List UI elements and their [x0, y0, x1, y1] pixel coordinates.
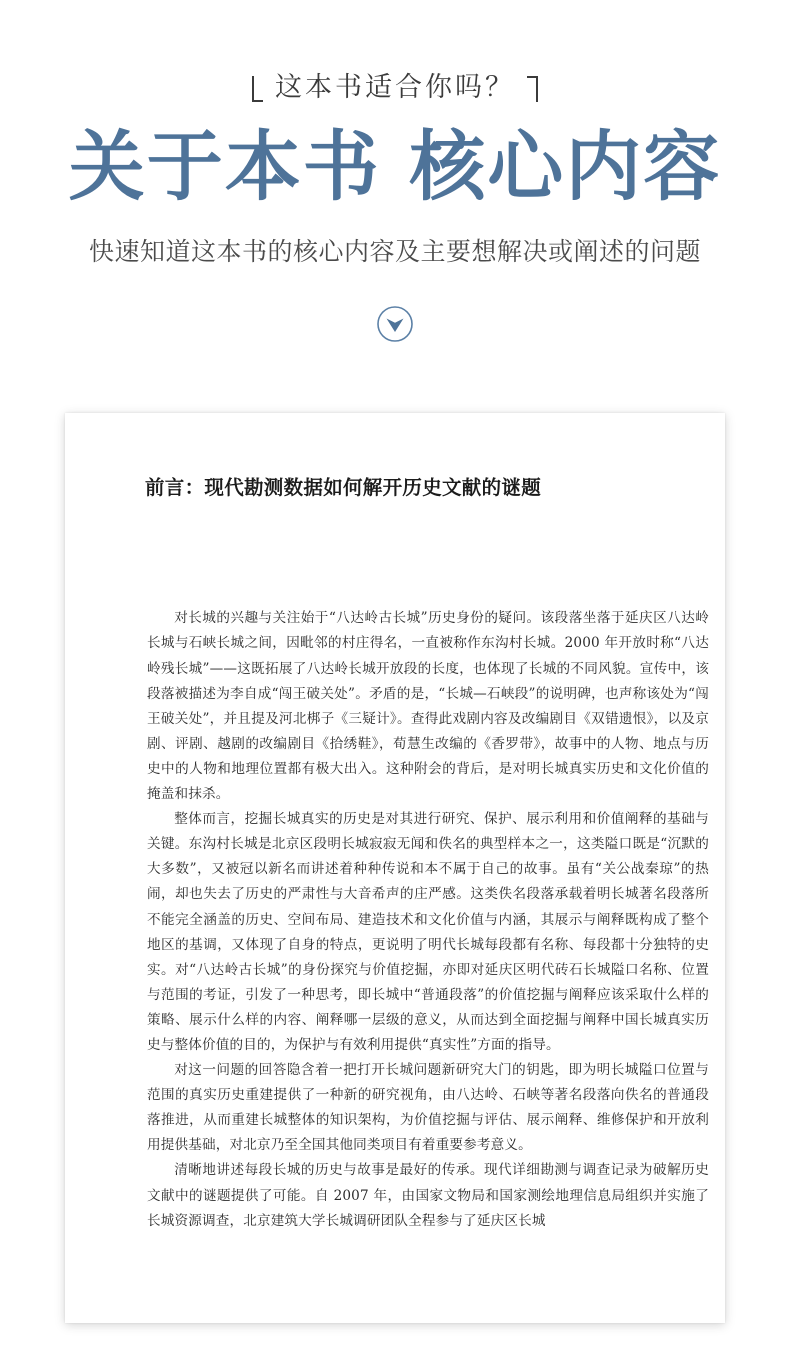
scroll-down-indicator[interactable] [0, 305, 790, 343]
document-title: 前言：现代勘测数据如何解开历史文献的谜题 [145, 476, 542, 499]
document-page [65, 413, 725, 1323]
bracket-left-icon [252, 74, 266, 101]
document-paragraph: 对长城的兴趣与关注始于“八达岭古长城”历史身份的疑问。该段落坐落于延庆区八达岭长城与石峡长城之间，因毗邻的村庄得名，一直被称作东沟村长城。2000 年开放时称“八达岭残长城”——这既拓展了八达岭长城开放段的长度，也体现了长城的不同风貌。宣传中，该段落被描述为李自成“闯王破关处”。矛盾的是，“长城—石峡段”的说明碑，也声称该处为“闯王破关处”，并且提及河北梆子《三疑计》。查得此戏剧内容及改编剧目《双错遗恨》，以及京剧、评剧、越剧的改编剧目《拾绣鞋》，荀慧生改编的《香罗带》，故事中的人物、地点与历史中的人物和地理位置都有极大出入。这种附会的背后，是对明长城真实历史和文化价值的掩盖和抹杀。 [147, 610, 709, 803]
document-body [65, 606, 725, 1233]
hero-subtitle: 快速知道这本书的核心内容及主要想解决或阐述的问题 [88, 237, 701, 266]
document-paragraph: 清晰地讲述每段长城的历史与故事是最好的传承。现代详细勘测与调查记录为破解历史文献中的谜题提供了可能。自 2007 年，由国家文物局和国家测绘地理信息局组织并实施了长城资源调查，北京建筑大学长城调研团队全程参与了延庆区长城 [147, 1162, 709, 1229]
hero-eyebrow [0, 74, 790, 101]
document-paragraph: 整体而言，挖掘长城真实的历史是对其进行研究、保护、展示利用和价值阐释的基础与关键。东沟村长城是北京区段明长城寂寂无闻和佚名的典型样本之一，这类隘口既是“沉默的大多数”，又被冠以新名而讲述着种种传说和本不属于自己的故事。虽有“关公战秦琼”的热闹，却也失去了历史的严肃性与大音希声的庄严感。这类佚名段落承载着明长城著名段落所不能完全涵盖的历史、空间布局、建造技术和文化价值与内涵，其展示与阐释既构成了整个地区的基调，又体现了自身的特点，更说明了明代长城每段都有名称、每段都十分独特的史实。对“八达岭古长城”的身份探究与价值挖掘，亦即对延庆区明代砖石长城隘口名称、位置与范围的考证，引发了一种思考，即长城中“普通段落”的价值挖掘与阐释应该采取什么样的策略、展示什么样的内容、阐释哪一层级的意义，从而达到全面挖掘与阐释中国长城真实历史与整体价值的目的，为保护与有效利用提供“真实性”方面的指导。 [147, 811, 709, 1053]
document-preview-stage [0, 413, 790, 1348]
promo-hero [0, 0, 790, 343]
chevron-down-circle-icon[interactable] [376, 305, 414, 343]
document-paragraph: 对这一问题的回答隐含着一把打开长城问题新研究大门的钥匙，即为明长城隘口位置与范围的真实历史重建提供了一种新的研究视角，由八达岭、石峡等著名段落向佚名的普通段落推进，从而重建长城整体的知识架构，为价值挖掘与评估、展示阐释、维修保护和开放利用提供基础，对北京乃至全国其他同类项目有着重要参考意义。 [147, 1062, 709, 1154]
hero-eyebrow-text: 这本书适合你吗？ [275, 72, 515, 103]
bracket-right-icon [524, 74, 538, 101]
hero-title: 关于本书 核心内容 [68, 122, 722, 211]
